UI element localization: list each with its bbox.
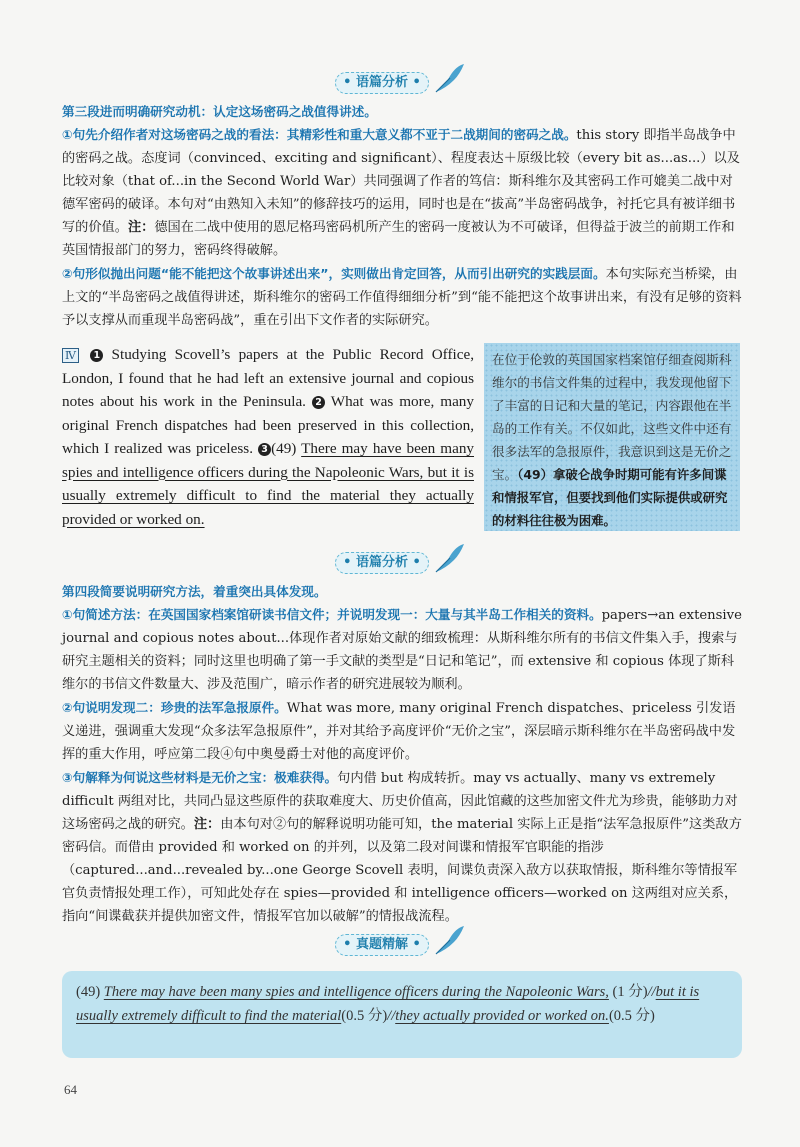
answer-box: (49) There may have been many spies and intelligence officers during the Napoleonic Wars, (1 分)//but it is usually extremely difficult to find the material(0.5 分)//they actually provided or worked on.(0.5 分) bbox=[62, 971, 742, 1058]
para4-heading: 第四段简要说明研究方法，着重突出具体发现。 bbox=[62, 584, 327, 599]
answer-part-1: There may have been many spies and intelligence officers during the Napoleonic Wars, bbox=[103, 984, 609, 1000]
sentence-number: 2 bbox=[312, 396, 325, 409]
section-badge: • 语篇分析 • bbox=[335, 552, 429, 574]
para3-heading: 第三段进而明确研究动机：认定这场密码之战值得讲述。 bbox=[62, 104, 377, 119]
quill-icon bbox=[432, 62, 466, 96]
translation-box: 在位于伦敦的英国国家档案馆仔细查阅斯科维尔的书信文件集的过程中，我发现他留下了丰富的日记和大量的笔记，内容跟他在半岛的工作有关。不仅如此，这些文件中还有很多法军的急报原件，我意识到这是无价之宝。（49）拿破仑战争时期可能有许多间谍和情报军官，但要找到他们实际提供或研究的材料往往极为困难。 bbox=[484, 343, 740, 531]
para3-point1: ①句先介绍作者对这场密码之战的看法：其精彩性和重大意义都不亚于二战期间的密码之战。this story 即指半岛战争中的密码之战。态度词（convinced、exciting and significant）、程度表达＋原级比较（every bit as...as...）以及比较对象（that of...in the Second World War）共同强调了作者的笃信：斯科维尔及其密码工作可媲美二战中对德军密码的破译。本句对“由熟知入未知”的修辞技巧的运用，同时也是在“拔高”半岛密码战争，衬托它具有被详细书写的价值。注：德国在二战中使用的恩尼格玛密码机所产生的密码一度被认为不可破译，但得益于波兰的前期工作和英国情报部门的努力，密码终得破解。 bbox=[62, 127, 740, 258]
para4-analysis bbox=[62, 580, 742, 928]
answer-part-2: but it is usually extremely difficult to find the material bbox=[76, 984, 700, 1024]
answer-part-3: they actually provided or worked on. bbox=[395, 1008, 609, 1024]
para3-point2: ②句形似抛出问题“能不能把这个故事讲述出来”，实则做出肯定回答，从而引出研究的实践层面。本句实际充当桥梁，由上文的“半岛密码之战值得讲述，斯科维尔的密码工作值得细细分析”到“能不能把这个故事讲出来，有没有足够的资料予以支撑从而重现半岛密码战”，重在引出下文作者的实际研究。 bbox=[62, 266, 742, 328]
para4-point1: ①句简述方法：在英国国家档案馆研读书信文件；并说明发现一：大量与其半岛工作相关的资料。papers→an extensive journal and copious notes about...体现作者对原始文献的细致梳理：从斯科维尔所有的书信文件集入手，搜索与研究主题相关的资料；同时这里也明确了第一手文献的类型是“日记和笔记”，而 extensive 和 copious 体现了斯科维尔的书信文件数量大、涉及范围广，暗示作者的研究进展较为顺利。 bbox=[62, 607, 742, 692]
passage-iv: Ⅳ 1 Studying Scovell’s papers at the Public Record Office, London, I found that he had left an extensive journal and copious notes about his work in the Peninsula. 2 What was more, many original French dispatches had been preserved in this collection, which I realized was priceless. 3 (49) There may have been many spies and intelligence officers during the Napoleonic Wars, but it is usually extremely difficult to find the material they actually provided or worked on. bbox=[62, 346, 475, 528]
quill-icon bbox=[432, 924, 466, 958]
section-header-analysis-2 bbox=[0, 548, 800, 578]
section-badge: • 真题精解 • bbox=[335, 934, 429, 956]
quill-icon bbox=[432, 542, 466, 576]
para4-point3: ③句解释为何说这些材料是无价之宝：极难获得。句内借 but 构成转折。may vs actually、many vs extremely difficult 两组对比，共同凸显这些原件的获取难度大、历史价值高，因此馆藏的这些加密文件尤为珍贵，能够助力对这场密码之战的研究。注：由本句对②句的解释说明功能可知，the material 实际上正是指“法军急报原件”这类敌方密码信。而借由 provided 和 worked on 的并列，以及第二段对间谍和情报军官职能的指涉（captured...and...revealed by...one George Scovell 表明，间谍负责深入敌方以获取情报，斯科维尔等情报军官负责情报处理工作），可知此处存在 spies—provided 和 intelligence officers—worked on 这两组对应关系，指向“间谍截获并提供加密文件，情报军官加以破解”的情报战流程。 bbox=[62, 770, 742, 924]
roman-numeral: Ⅳ bbox=[62, 348, 79, 363]
sentence-3-underlined: There may have been many spies and intelligence officers during the Napoleonic Wars, but it is usually extremely difficult to find the material they actually provided or worked on. bbox=[62, 440, 475, 528]
section-header-analysis-1 bbox=[0, 68, 800, 98]
sentence-1: Studying Scovell’s papers at the Public Record Office, London, I found that he had left an extensive journal and copious notes about his work in the Peninsula. bbox=[62, 346, 475, 410]
sentence-number: 1 bbox=[90, 349, 103, 362]
sentence-2: What was more, many original French dispatches had been preserved in this collection, which I realized was priceless. bbox=[62, 393, 474, 457]
sentence-number: 3 bbox=[258, 443, 271, 456]
section-header-exam bbox=[0, 930, 800, 960]
section-badge: • 语篇分析 • bbox=[335, 72, 429, 94]
para3-analysis bbox=[62, 100, 742, 332]
page-number: 64 bbox=[64, 1082, 77, 1097]
para4-point2: ②句说明发现二：珍贵的法军急报原件。What was more, many original French dispatches、priceless 引发语义递进，强调重大发现“众多法军急报原件”，并对其给予高度评价“无价之宝”，深层暗示斯科维尔在半岛密码战中发挥的重大作用，呼应第二段④句中奥曼爵士对他的高度评价。 bbox=[62, 700, 736, 762]
